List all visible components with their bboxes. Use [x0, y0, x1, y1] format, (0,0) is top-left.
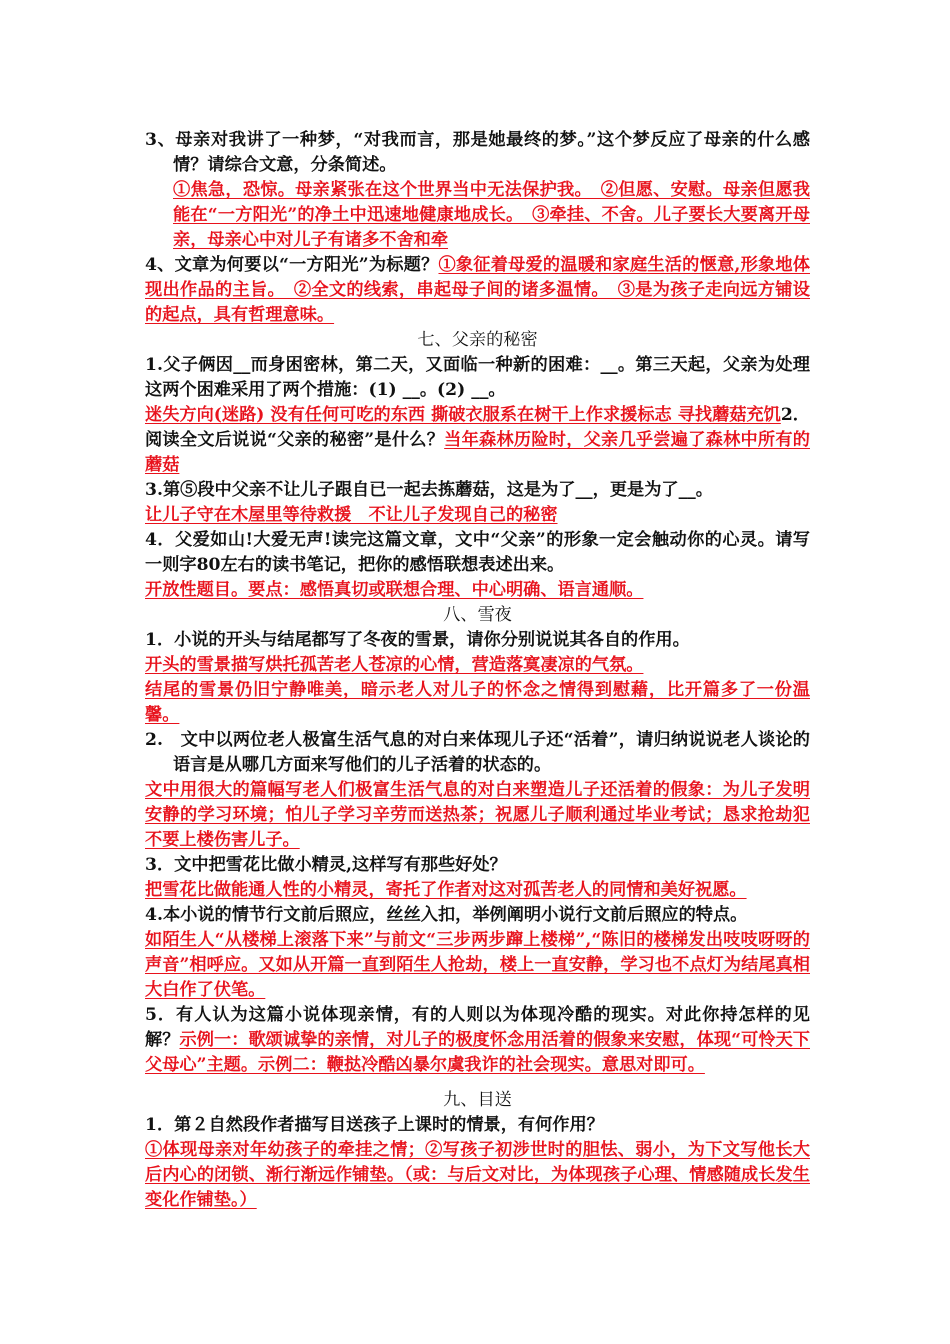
- question-text: 5．有人认为这篇小说体现亲情，有的人则以为体现冷酷的现实。对此你持怎样的见解？: [145, 1005, 810, 1050]
- question-text: 1．第２自然段作者描写目送孩子上课时的情景，有何作用？: [145, 1115, 604, 1135]
- answer-text: 迷失方向(迷路) 没有任何可吃的东西 撕破衣服系在树干上作求援标志 寻找蘑菇充饥: [145, 405, 781, 425]
- question-8-1: [145, 628, 810, 728]
- question-text: 3.第⑤段中父亲不让儿子跟自已一起去拣蘑菇，这是为了__，更是为了__。: [145, 480, 713, 500]
- question-8-4: [145, 903, 810, 1003]
- question-7-1: [145, 353, 810, 478]
- answer-text: ①体现母亲对年幼孩子的牵挂之情；②写孩子初涉世时的胆怯、弱小，为下文写他长大后内心的闭锁、渐行渐远作铺垫。（或：与后文对比，为体现孩子心理、情感随成长发生变化作铺垫。）: [145, 1140, 810, 1210]
- question-text: 3、母亲对我讲了一种梦，“对我而言，那是她最终的梦。”这个梦反应了母亲的什么感情？请综合文意，分条简述。: [145, 130, 810, 175]
- question-text: 1．小说的开头与结尾都写了冬夜的雪景，请你分别说说其各自的作用。: [145, 630, 690, 650]
- answer-text: ①焦急，恐惊。母亲紧张在这个世界当中无法保护我。 ②但愿、安慰。母亲但愿我能在“一方阳光”的净土中迅速地健康地成长。 ③牵挂、不舍。儿子要长大要离开母亲，母亲心中对儿子有诸多不舍和牵: [173, 180, 810, 250]
- answer-text: ①象征着母爱的温暖和家庭生活的惬意,形象地体现出作品的主旨。 ②全文的线索，串起母子间的诸多温情。 ③是为孩子走向远方铺设的起点，具有哲理意味。: [145, 255, 810, 325]
- answer-text: 当年森林历险时，父亲几乎尝遍了森林中所有的蘑菇: [145, 430, 810, 475]
- question-8-5: [145, 1003, 810, 1078]
- answer-8-2: [145, 778, 810, 853]
- answer-text: 开头的雪景描写烘托孤苦老人苍凉的心情，营造落寞凄凉的气氛。: [145, 655, 644, 675]
- answer-text: 开放性题目。要点：感悟真切或联想合理、中心明确、语言通顺。: [145, 580, 644, 600]
- document-page: [145, 128, 810, 1213]
- question-text: 3．文中把雪花比做小精灵,这样写有那些好处？: [145, 855, 507, 875]
- answer-text: 把雪花比做能通人性的小精灵，寄托了作者对这对孤苦老人的同情和美好祝愿。: [145, 880, 747, 900]
- question-text: 2．阅读全文后说说“父亲的秘密”是什么？: [145, 405, 810, 450]
- question-text: 4．父爱如山!大爱无声!读完这篇文章，文中“父亲”的形象一定会触动你的心灵。请写一则字80左右的读书笔记，把你的感悟联想表述出来。: [145, 530, 810, 575]
- answer-text: 结尾的雪景仍旧宁静唯美，暗示老人对儿子的怀念之情得到慰藉，比开篇多了一份温馨。: [145, 680, 810, 725]
- answer-text: 示例一：歌颂诚挚的亲情，对儿子的极度怀念用活着的假象来安慰，体现“可怜天下父母心”主题。示例二：鞭挞冷酷凶暴尔虞我诈的社会现实。意思对即可。: [145, 1030, 810, 1075]
- section-title-7: 七、父亲的秘密: [417, 330, 538, 350]
- question-7-3: [145, 478, 810, 528]
- question-text: 2. 文中以两位老人极富生活气息的对白来体现儿子还“活着”，请归纳说说老人谈论的语言是从哪几方面来写他们的儿子活着的状态的。: [145, 730, 810, 775]
- question-8-2: [145, 728, 810, 778]
- question-7-4: [145, 528, 810, 603]
- answer-text: 让儿子守在木屋里等待救援 不让儿子发现自己的秘密: [145, 505, 558, 525]
- section-title-9: 九、目送: [443, 1090, 512, 1110]
- question-6-4: [145, 253, 810, 328]
- question-6-3: [145, 128, 810, 253]
- section-title-8: 八、雪夜: [443, 605, 512, 625]
- answer-text: 如陌生人“从楼梯上滚落下来”与前文“三步两步蹿上楼梯”,“陈旧的楼梯发出吱吱呀呀的声音”相呼应。又如从开篇一直到陌生人抢劫，楼上一直安静，学习也不点灯为结尾真相大白作了伏笔。: [145, 930, 810, 1000]
- question-text: 1.父子俩因__而身困密林，第二天，又面临一种新的困难：__。第三天起，父亲为处理这两个困难采用了两个措施：(1) __。(2) __。: [145, 355, 810, 400]
- question-9-1: [145, 1113, 810, 1213]
- question-text: 4.本小说的情节行文前后照应，丝丝入扣，举例阐明小说行文前后照应的特点。: [145, 905, 748, 925]
- question-text: 4、文章为何要以“一方阳光”为标题？: [145, 255, 439, 275]
- answer-text: 文中用很大的篇幅写老人们极富生活气息的对白来塑造儿子还活着的假象：为儿子发明安静的学习环境；怕儿子学习辛劳而送热茶；祝愿儿子顺利通过毕业考试；恳求抢劫犯不要上楼伤害儿子。: [145, 780, 810, 850]
- question-8-3: [145, 853, 810, 903]
